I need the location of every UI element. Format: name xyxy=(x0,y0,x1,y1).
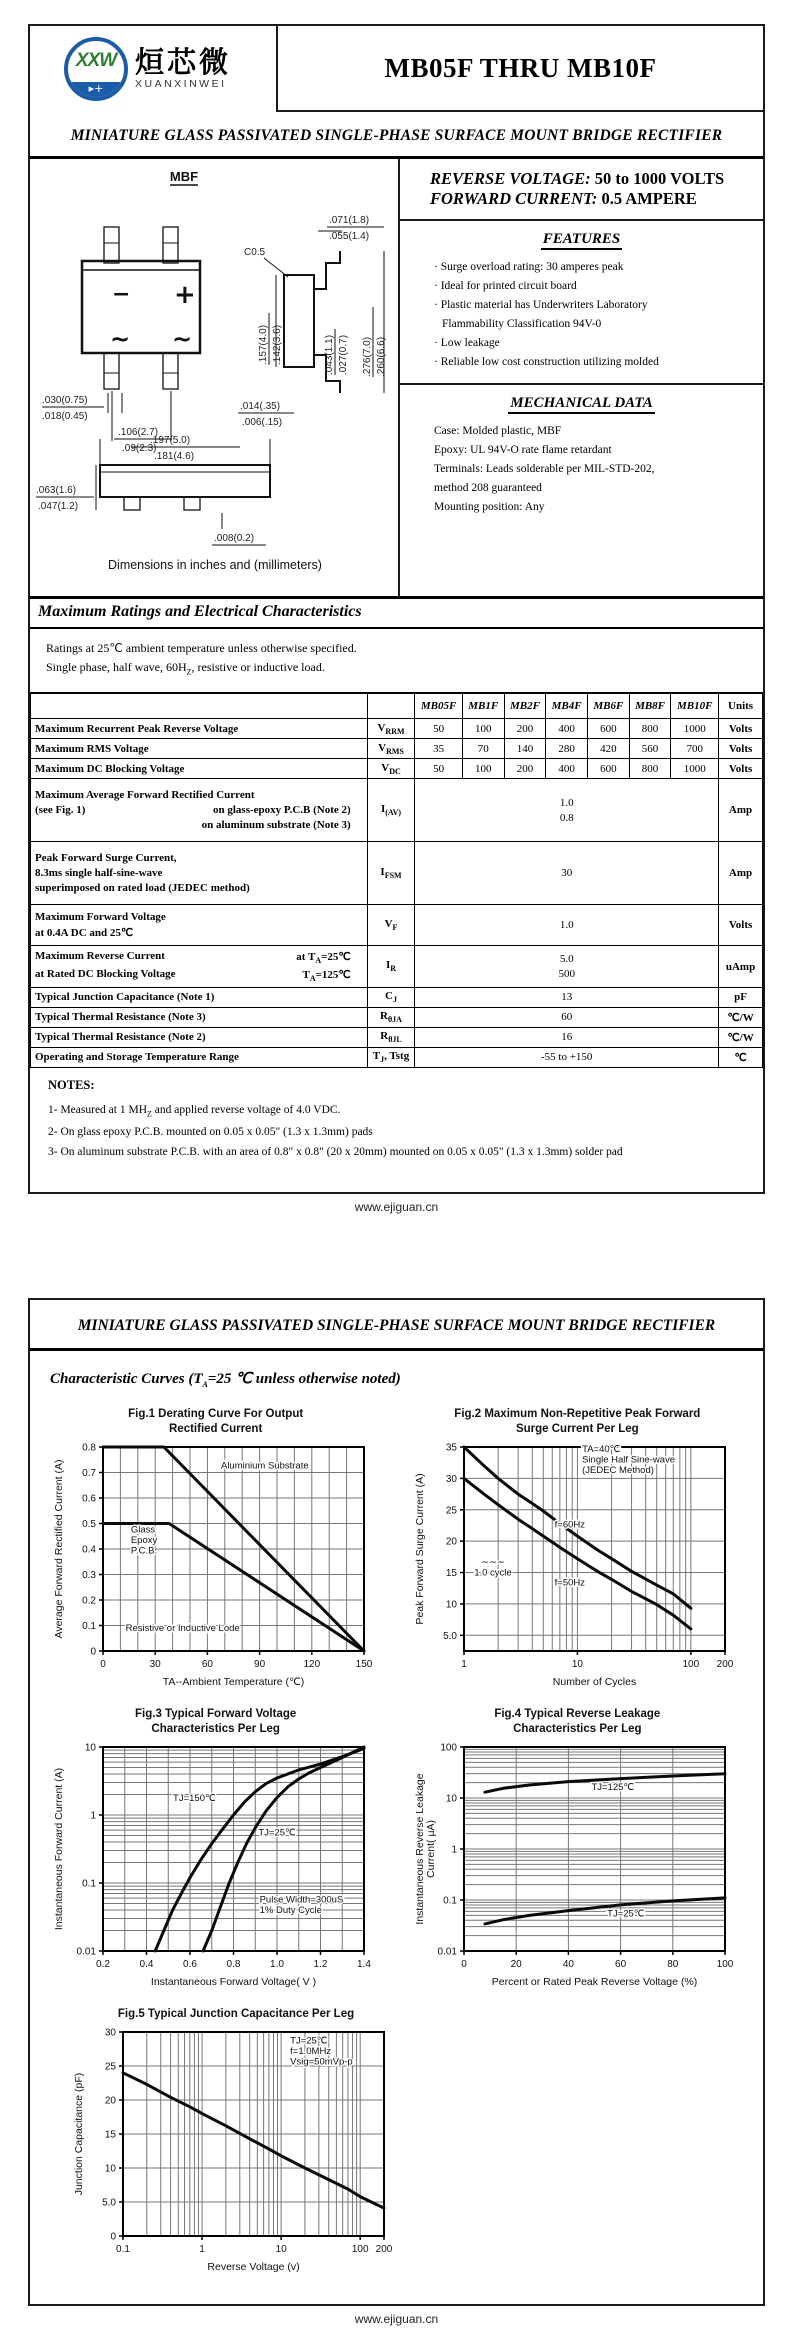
svg-text:0.7: 0.7 xyxy=(81,1467,96,1479)
svg-text:f=1.0MHz: f=1.0MHz xyxy=(290,2045,332,2057)
foot-left xyxy=(124,497,140,510)
lead-top-left xyxy=(104,227,119,263)
unit-cell: Volts xyxy=(719,739,763,759)
svg-text:1: 1 xyxy=(199,2243,205,2255)
device-column-header: MB6F xyxy=(588,693,630,719)
svg-text:1: 1 xyxy=(90,1810,96,1822)
lead-bottom-right xyxy=(163,353,178,389)
rating-value: 100 xyxy=(462,759,504,779)
svg-text:TA--Ambient Temperature (℃): TA--Ambient Temperature (℃) xyxy=(162,1675,304,1688)
svg-text:10: 10 xyxy=(446,1599,458,1611)
table-row xyxy=(31,779,763,842)
svg-text:90: 90 xyxy=(253,1658,265,1670)
unit-cell: ℃/W xyxy=(719,1027,763,1047)
datasheet-page-1 xyxy=(28,24,765,1194)
svg-text:0: 0 xyxy=(90,1646,96,1658)
rating-value: 1.0 xyxy=(415,905,719,946)
table-header-row xyxy=(31,693,763,719)
svg-text:30: 30 xyxy=(446,1473,458,1485)
svg-text:0.1: 0.1 xyxy=(81,1878,96,1890)
svg-text:Current( μA): Current( μA) xyxy=(425,1819,438,1878)
fig4-chart xyxy=(401,1739,753,1993)
svg-text:150: 150 xyxy=(355,1658,372,1670)
rating-value: 70 xyxy=(462,739,504,759)
unit-cell: Volts xyxy=(719,759,763,779)
website-footer-2: www.ejiguan.cn xyxy=(354,2311,439,2326)
symbol-cell: $I_{FSM}$ xyxy=(367,842,415,905)
figure-5 xyxy=(60,2007,412,2278)
rating-value: 800 xyxy=(629,759,671,779)
terminal-minus-symbol: − xyxy=(112,282,131,307)
unit-cell: Amp xyxy=(719,779,763,842)
rating-value: 200 xyxy=(504,719,546,739)
dim-lead-span-mm: .055(1.4) xyxy=(329,231,370,242)
svg-text:100: 100 xyxy=(716,1958,734,1970)
rating-value: 600 xyxy=(588,759,630,779)
unit-cell: ℃ xyxy=(719,1047,763,1067)
svg-text:Vsig=50mVp-p: Vsig=50mVp-p xyxy=(290,2056,353,2068)
figure-row-1 xyxy=(30,1407,763,1693)
fig4-title: Fig.4 Typical Reverse Leakage Characteristics Per Leg xyxy=(494,1707,661,1735)
svg-text:Number of Cycles: Number of Cycles xyxy=(553,1675,637,1688)
symbol-cell: $C_J$ xyxy=(367,987,415,1007)
units-column-header: Units xyxy=(719,693,763,719)
unit-cell: Volts xyxy=(719,719,763,739)
dim-profile-height-in: .063(1.6) xyxy=(36,485,77,496)
datasheet-page-2 xyxy=(28,1298,765,2306)
dim-standoff-in: .043(1.1) xyxy=(324,334,335,375)
svg-text:25: 25 xyxy=(104,2061,116,2073)
svg-text:0: 0 xyxy=(99,1658,106,1670)
logo-text xyxy=(135,48,231,90)
mechanical-data-title: MECHANICAL DATA xyxy=(410,395,753,412)
rating-value: 60 xyxy=(415,1007,719,1027)
svg-text:f=60Hz: f=60Hz xyxy=(554,1519,586,1531)
svg-text:1.4: 1.4 xyxy=(356,1958,371,1970)
svg-text:10: 10 xyxy=(275,2243,287,2255)
parameter-cell: Maximum Reverse Current at $T_A=25℃$ at Rated DC Blocking Voltage $T_A=125℃$ xyxy=(31,946,368,987)
svg-text:0.8: 0.8 xyxy=(226,1958,241,1970)
characteristic-curves-title: Characteristic Curves ($T_A=25$ ℃ unless otherwise noted) xyxy=(50,1371,401,1390)
features-section xyxy=(400,221,763,385)
reverse-voltage-label: REVERSE VOLTAGE: xyxy=(430,169,591,188)
features-title: FEATURES xyxy=(410,231,753,248)
device-column-header: MB4F xyxy=(546,693,588,719)
svg-text:0.5: 0.5 xyxy=(81,1518,96,1530)
svg-text:P.C.B.: P.C.B. xyxy=(130,1545,157,1557)
website-footer-1: www.ejiguan.cn xyxy=(354,1200,439,1215)
package-body-bottom-view xyxy=(100,465,270,497)
symbol-cell: $R_{\theta JL}$ xyxy=(367,1027,415,1047)
gullwing-lead-top xyxy=(314,251,340,289)
svg-text:Resistive or Inductive Lode: Resistive or Inductive Lode xyxy=(125,1623,240,1635)
ratings-section-heading: Maximum Ratings and Electrical Characteristics xyxy=(30,599,763,629)
svg-text:Instantaneous Forward Current: Instantaneous Forward Current (A) xyxy=(52,1767,65,1930)
table-row xyxy=(31,1047,763,1067)
svg-text:0.2: 0.2 xyxy=(81,1595,96,1607)
dim-body-height-in: .157(4.0) xyxy=(258,324,269,365)
parameter-cell: Operating and Storage Temperature Range xyxy=(31,1047,368,1067)
rating-value: 700 xyxy=(671,739,719,759)
rating-value: 200 xyxy=(504,759,546,779)
svg-text:20: 20 xyxy=(104,2095,116,2107)
fig3-title: Fig.3 Typical Forward Voltage Characteristics Per Leg xyxy=(135,1707,297,1735)
mechanical-data-list xyxy=(410,421,753,516)
foot-right xyxy=(184,497,200,510)
page2-heading: MINIATURE GLASS PASSIVATED SINGLE-PHASE SURFACE MOUNT BRIDGE RECTIFIER xyxy=(30,1300,763,1351)
dim-chamfer-label: C0.5 xyxy=(244,247,266,258)
svg-text:35: 35 xyxy=(446,1442,458,1454)
note-line: 2- On glass epoxy P.C.B. mounted on 0.05 x 0.05" (1.3 x 1.3mm) pads xyxy=(48,1126,373,1139)
svg-text:Reverse Voltage (v): Reverse Voltage (v) xyxy=(207,2260,300,2273)
dim-total-height-in: .276(7.0) xyxy=(362,336,373,377)
symbol-cell: $R_{\theta JA}$ xyxy=(367,1007,415,1027)
part-number-title: MB05F THRU MB10F xyxy=(276,26,763,112)
rating-value: 50 xyxy=(415,759,463,779)
terminal-ac2-symbol: ~ xyxy=(172,325,193,353)
logo-company-en: XUANXINWEI xyxy=(135,78,227,91)
svg-text:0.4: 0.4 xyxy=(81,1544,96,1556)
forward-current-label: FORWARD CURRENT: xyxy=(430,189,598,208)
svg-text:120: 120 xyxy=(303,1658,320,1670)
table-row xyxy=(31,719,763,739)
table-row xyxy=(31,905,763,946)
note-line: 3- On aluminum substrate P.C.B. with an area of 0.8" x 0.8" (20 x 20mm) mounted on 0.05 x 0.05" (1.3 x 1.3mm) solder pad xyxy=(48,1146,623,1159)
dim-lead-span-in: .071(1.8) xyxy=(329,215,370,226)
svg-text:Instantaneous Reverse Leakage: Instantaneous Reverse Leakage xyxy=(414,1773,427,1925)
svg-text:60: 60 xyxy=(615,1958,627,1970)
mechanical-data-section xyxy=(400,385,763,526)
page1-header xyxy=(30,26,763,112)
rating-value: 280 xyxy=(546,739,588,759)
reverse-voltage-value: 50 to 1000 VOLTS xyxy=(594,169,725,188)
svg-text:30: 30 xyxy=(104,2027,116,2039)
feature-item: · Low leakage xyxy=(434,336,500,349)
svg-text:100: 100 xyxy=(440,1742,458,1754)
figure-4 xyxy=(401,1707,753,1993)
table-row xyxy=(31,1027,763,1047)
forward-current-line xyxy=(430,189,757,209)
svg-text:0.6: 0.6 xyxy=(182,1958,197,1970)
figure-2 xyxy=(401,1407,753,1693)
dim-total-height-mm: .260(6.6) xyxy=(376,336,387,377)
ratings-condition-line: Single phase, half wave, $60H_Z$, resistive or inductive load. xyxy=(46,660,325,677)
unit-cell: Amp xyxy=(719,842,763,905)
device-column-header: MB2F xyxy=(504,693,546,719)
dim-pitch-mm: .09(2.3) xyxy=(122,443,157,454)
feature-item: · Reliable low cost construction utilizing molded xyxy=(434,355,659,368)
svg-text:1.0: 1.0 xyxy=(269,1958,284,1970)
dim-foot-thickness: .008(0.2) xyxy=(214,533,255,544)
fig5-title: Fig.5 Typical Junction Capacitance Per Leg xyxy=(117,2007,355,2020)
package-body-side-view xyxy=(284,275,314,367)
ratings-table xyxy=(30,692,763,1067)
parameter-cell: Maximum Recurrent Peak Reverse Voltage xyxy=(31,719,368,739)
package-and-specs xyxy=(30,159,763,599)
rating-value: 30 xyxy=(415,842,719,905)
lead-top-right xyxy=(163,227,178,263)
svg-text:Peak Forward Surge Current (A): Peak Forward Surge Current (A) xyxy=(414,1473,427,1625)
svg-text:100: 100 xyxy=(682,1658,700,1670)
svg-text:0.6: 0.6 xyxy=(81,1493,96,1505)
rating-value: 420 xyxy=(588,739,630,759)
rating-value: 800 xyxy=(629,719,671,739)
svg-text:TJ=25℃: TJ=25℃ xyxy=(257,1827,296,1839)
dim-lead-thickness-mm: .006(.15) xyxy=(242,417,283,428)
parameter-cell: Maximum Forward Voltage at 0.4A DC and 25℃ xyxy=(31,905,368,946)
dim-lead-width-in: .030(0.75) xyxy=(42,395,88,406)
key-specs xyxy=(400,159,763,221)
svg-text:80: 80 xyxy=(667,1958,679,1970)
rating-value: 50 xyxy=(415,719,463,739)
svg-text:20: 20 xyxy=(446,1536,458,1548)
svg-text:15: 15 xyxy=(446,1567,458,1579)
svg-text:Percent or Rated Peak Reverse: Percent or Rated Peak Reverse Voltage (%) xyxy=(492,1975,698,1988)
svg-text:Pulse Width=300uS: Pulse Width=300uS xyxy=(259,1894,343,1906)
svg-text:∼∼∼: ∼∼∼ xyxy=(481,1556,506,1568)
dim-pitch-in: .106(2.7) xyxy=(118,427,159,438)
svg-text:TJ=25℃: TJ=25℃ xyxy=(607,1908,645,1920)
svg-text:1: 1 xyxy=(451,1844,458,1856)
fig1-chart xyxy=(40,1439,392,1693)
unit-cell: pF xyxy=(719,987,763,1007)
notes-title: NOTES: xyxy=(48,1077,95,1092)
dim-body-height-mm: .142(3.6) xyxy=(272,324,283,365)
svg-text:200: 200 xyxy=(716,1658,734,1670)
parameter-cell: Typical Junction Capacitance (Note 1) xyxy=(31,987,368,1007)
notes-section xyxy=(30,1068,763,1192)
dim-body-width-in: .197(5.0) xyxy=(150,435,191,446)
svg-text:Single Half Sine-wave: Single Half Sine-wave xyxy=(582,1454,676,1466)
mechanical-data-line: method 208 guaranteed xyxy=(434,481,542,494)
feature-item: · Surge overload rating: 30 amperes peak xyxy=(434,260,624,273)
svg-text:0.01: 0.01 xyxy=(76,1946,96,1958)
svg-text:0.4: 0.4 xyxy=(139,1958,154,1970)
symbol-cell: $V_{DC}$ xyxy=(367,759,415,779)
svg-text:10: 10 xyxy=(84,1742,96,1754)
fig1-title: Fig.1 Derating Curve For Output Rectified Current xyxy=(128,1408,304,1435)
svg-text:Average Forward Rectified Curr: Average Forward Rectified Current (A) xyxy=(52,1459,65,1639)
fig2-chart xyxy=(401,1439,753,1693)
svg-text:0.8: 0.8 xyxy=(81,1442,96,1454)
mechanical-data-line: Terminals: Leads solderable per MIL-STD-202, xyxy=(434,462,655,475)
figure-row-3 xyxy=(30,2007,763,2278)
device-column-header: MB05F xyxy=(415,693,463,719)
symbol-cell: $I_{(AV)}$ xyxy=(367,779,415,842)
svg-text:20: 20 xyxy=(510,1958,523,1970)
chart-canvas-fig4 xyxy=(412,1739,742,1993)
fig3-chart xyxy=(40,1739,392,1993)
table-row xyxy=(31,759,763,779)
svg-text:40: 40 xyxy=(563,1958,575,1970)
svg-text:10: 10 xyxy=(104,2163,116,2175)
rating-value: 5.0 500 xyxy=(415,946,719,987)
rating-value: 16 xyxy=(415,1027,719,1047)
package-drawing xyxy=(30,159,400,596)
rating-value: 400 xyxy=(546,759,588,779)
package-name-label: MBF xyxy=(169,169,199,184)
svg-text:f=50Hz: f=50Hz xyxy=(554,1577,586,1589)
figure-row-2 xyxy=(30,1707,763,1993)
reverse-voltage-line xyxy=(430,169,757,189)
device-column-header: MB8F xyxy=(629,693,671,719)
company-logo xyxy=(30,26,276,112)
rating-value: 35 xyxy=(415,739,463,759)
chart-canvas-fig3 xyxy=(51,1739,381,1993)
svg-text:60: 60 xyxy=(201,1658,213,1670)
svg-text:Glass: Glass xyxy=(130,1524,155,1536)
svg-text:100: 100 xyxy=(351,2243,369,2255)
lead-bottom-left xyxy=(104,353,119,389)
unit-cell: ℃/W xyxy=(719,1007,763,1027)
parameter-cell: Maximum RMS Voltage xyxy=(31,739,368,759)
chart-canvas-fig2 xyxy=(412,1439,742,1693)
logo-mark: XXW xyxy=(75,50,117,71)
feature-item: Flammability Classification 94V-0 xyxy=(442,317,602,330)
svg-text:0.3: 0.3 xyxy=(81,1569,96,1581)
fig5-chart xyxy=(60,2024,412,2278)
logo-diode-icon: ▸+ xyxy=(68,82,124,97)
package-drawing-canvas xyxy=(32,163,398,591)
ratings-condition-line: Ratings at 25℃ ambient temperature unless otherwise specified. xyxy=(46,641,357,655)
fig2-title: Fig.2 Maximum Non-Repetitive Peak Forward Surge Current Per Leg xyxy=(454,1408,701,1435)
svg-text:Epoxy: Epoxy xyxy=(130,1534,157,1546)
parameter-cell: Typical Thermal Resistance (Note 2) xyxy=(31,1027,368,1047)
dim-standoff-mm: .027(0.7) xyxy=(338,334,349,375)
svg-text:TJ=150℃: TJ=150℃ xyxy=(172,1792,216,1804)
document-subtitle: MINIATURE GLASS PASSIVATED SINGLE-PHASE SURFACE MOUNT BRIDGE RECTIFIER xyxy=(30,112,763,159)
parameter-cell: Peak Forward Surge Current, 8.3ms single half-sine-wave superimposed on rated load (JEDEC method) xyxy=(31,842,368,905)
rating-value: 1000 xyxy=(671,719,719,739)
svg-text:10: 10 xyxy=(446,1793,458,1805)
table-row xyxy=(31,739,763,759)
unit-cell: uAmp xyxy=(719,946,763,987)
ratings-conditions xyxy=(30,629,763,692)
svg-text:0.2: 0.2 xyxy=(95,1958,110,1970)
figure-3 xyxy=(40,1707,392,1993)
logo-circle-icon xyxy=(64,37,128,101)
svg-text:(JEDEC Method): (JEDEC Method) xyxy=(582,1464,655,1476)
rating-value: 100 xyxy=(462,719,504,739)
svg-text:200: 200 xyxy=(375,2243,393,2255)
svg-text:Instantaneous Forward Voltage(: Instantaneous Forward Voltage( V ) xyxy=(150,1975,316,1988)
symbol-cell: $I_R$ xyxy=(367,946,415,987)
symbol-cell: $T_J$, Tstg xyxy=(367,1047,415,1067)
dimensions-caption: Dimensions in inches and (millimeters) xyxy=(108,558,322,572)
rating-value: 1000 xyxy=(671,759,719,779)
svg-text:TJ=25℃: TJ=25℃ xyxy=(290,2035,328,2047)
chart-canvas-fig1 xyxy=(51,1439,381,1693)
figure-1 xyxy=(40,1407,392,1693)
rating-value: 1.0 0.8 xyxy=(415,779,719,842)
mechanical-data-line: Epoxy: UL 94V-O rate flame retardant xyxy=(434,443,612,456)
feature-item: · Ideal for printed circuit board xyxy=(434,279,577,292)
svg-text:TJ=125℃: TJ=125℃ xyxy=(591,1781,635,1793)
dim-lead-thickness-in: .014(.35) xyxy=(240,401,281,412)
rating-value: 13 xyxy=(415,987,719,1007)
svg-text:10: 10 xyxy=(572,1658,584,1670)
rating-value: 400 xyxy=(546,719,588,739)
parameter-cell: Typical Thermal Resistance (Note 3) xyxy=(31,1007,368,1027)
svg-text:0: 0 xyxy=(110,2231,116,2243)
mechanical-data-line: Mounting position: Any xyxy=(434,500,545,513)
terminal-ac1-symbol: ~ xyxy=(110,325,131,353)
svg-text:TA=40℃: TA=40℃ xyxy=(582,1443,621,1455)
svg-text:15: 15 xyxy=(104,2129,116,2141)
svg-text:30: 30 xyxy=(149,1658,161,1670)
parameter-cell: Maximum Average Forward Rectified Current (see Fig. 1) on glass-epoxy P.C.B (Note 2) on aluminum substrate (Note 3) xyxy=(31,779,368,842)
rating-value: 140 xyxy=(504,739,546,759)
note-line: 1- Measured at 1 $MH_Z$ and applied reverse voltage of 4.0 VDC. xyxy=(48,1103,341,1119)
unit-cell: Volts xyxy=(719,905,763,946)
feature-item: · Plastic material has Underwriters Laboratory xyxy=(434,298,648,311)
device-column-header: MB1F xyxy=(462,693,504,719)
svg-text:1.2: 1.2 xyxy=(313,1958,328,1970)
table-row xyxy=(31,842,763,905)
rating-value: 600 xyxy=(588,719,630,739)
svg-text:0.1: 0.1 xyxy=(443,1895,458,1907)
specs-column xyxy=(400,159,763,596)
svg-text:Aluminium Substrate: Aluminium Substrate xyxy=(220,1460,309,1472)
svg-text:5.0: 5.0 xyxy=(443,1630,458,1642)
svg-text:1: 1 xyxy=(461,1658,468,1670)
table-row xyxy=(31,946,763,987)
svg-text:1% Duty Cycle: 1% Duty Cycle xyxy=(259,1904,322,1916)
rating-value: 560 xyxy=(629,739,671,759)
logo-company-cn: 烜芯微 xyxy=(135,46,232,79)
dim-profile-height-mm: .047(1.2) xyxy=(38,501,79,512)
svg-text:1.0 cycle: 1.0 cycle xyxy=(474,1567,513,1579)
svg-text:0.1: 0.1 xyxy=(81,1620,96,1632)
symbol-cell: $V_{RRM}$ xyxy=(367,719,415,739)
svg-text:0.01: 0.01 xyxy=(437,1946,458,1958)
terminal-plus-symbol: + xyxy=(174,280,196,310)
table-row xyxy=(31,987,763,1007)
notes-list xyxy=(48,1100,745,1162)
device-column-header: MB10F xyxy=(671,693,719,719)
features-list xyxy=(410,257,753,371)
svg-text:5.0: 5.0 xyxy=(102,2197,116,2209)
table-row xyxy=(31,1007,763,1027)
dim-lead-width-mm: .018(0.45) xyxy=(42,411,88,422)
mechanical-data-line: Case: Molded plastic, MBF xyxy=(434,424,562,437)
rating-value: -55 to +150 xyxy=(415,1047,719,1067)
symbol-cell: $V_F$ xyxy=(367,905,415,946)
svg-text:0: 0 xyxy=(461,1958,468,1970)
chart-canvas-fig5 xyxy=(71,2024,401,2278)
svg-text:Junction Capacitance (pF): Junction Capacitance (pF) xyxy=(73,2072,85,2196)
forward-current-value: 0.5 AMPERE xyxy=(601,189,697,208)
svg-text:0.1: 0.1 xyxy=(116,2243,130,2255)
svg-text:25: 25 xyxy=(446,1505,458,1517)
dim-body-width-mm: .181(4.6) xyxy=(154,451,195,462)
parameter-cell: Maximum DC Blocking Voltage xyxy=(31,759,368,779)
symbol-cell: $V_{RMS}$ xyxy=(367,739,415,759)
